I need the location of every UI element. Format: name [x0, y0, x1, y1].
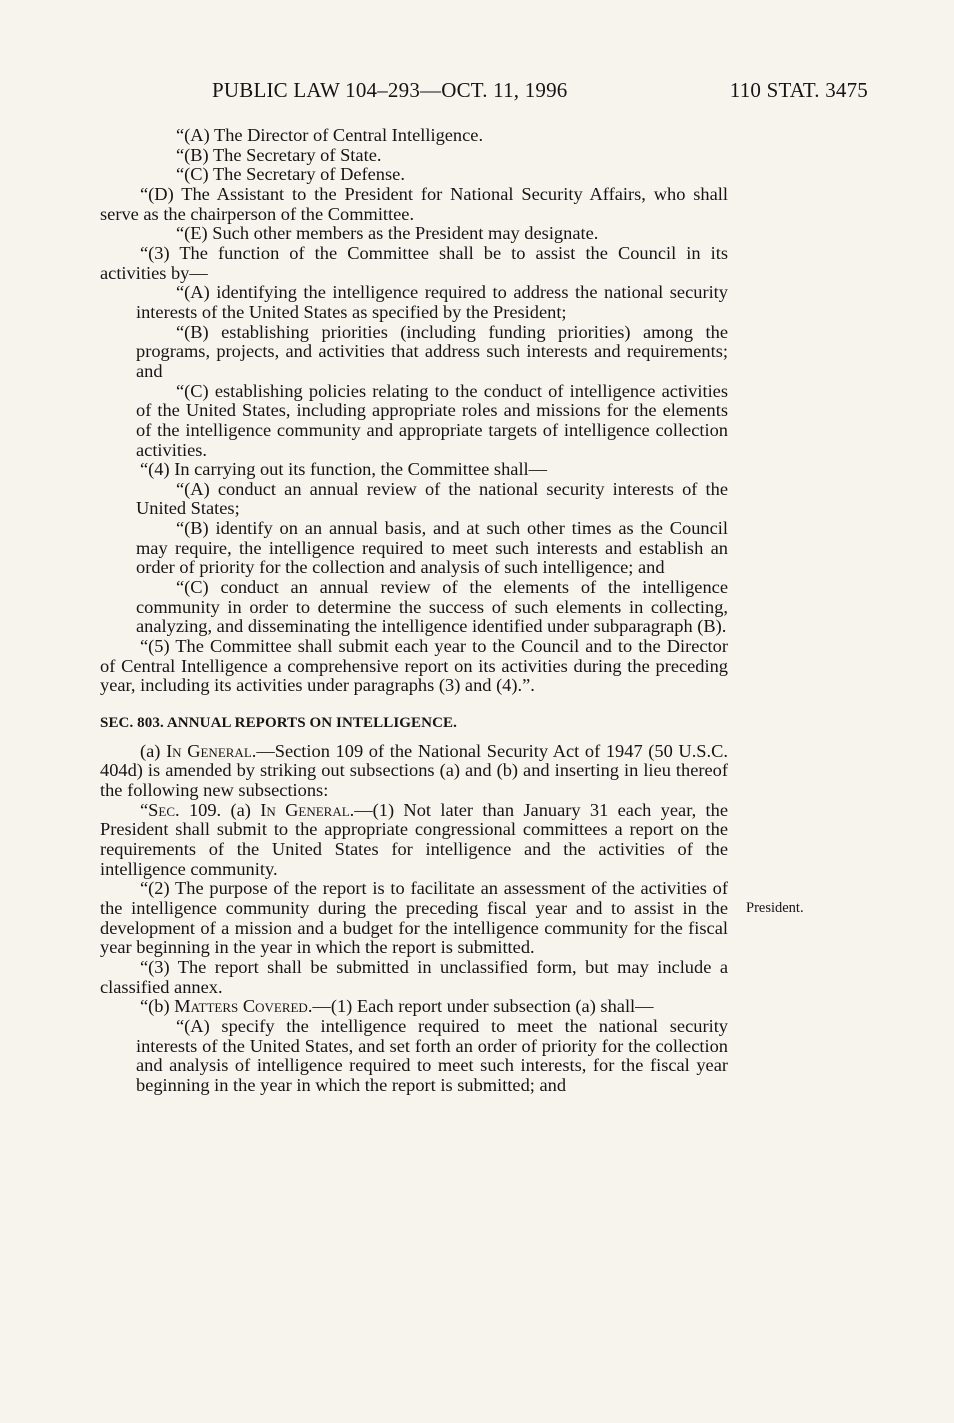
statute-page-number: 110 STAT. 3475: [729, 78, 868, 102]
paragraph-member-b: “(B) The Secretary of State.: [176, 144, 382, 165]
subsection-a-text: .—Section 109 of the National Security Act of 1947 (50 U.S.C. 404d) is amended by striking out subsections (a) and (b) and inserting in lieu thereof the following new subsections:: [100, 740, 728, 800]
page-header: [212, 78, 868, 110]
section-109-lead-quote: “: [140, 799, 149, 820]
paragraph-carrying-out-c: “(C) conduct an annual review of the elements of the intelligence community in order to determine the success of such elements in collecting, analyzing, and disseminating the intelligence identified under subparagraph (B).: [136, 577, 728, 637]
paragraph-carrying-out-b: “(B) identify on an annual basis, and at such other times as the Council may require, the intelligence required to meet such interests and establish an order of priority for the collection and analysis of such intelligence; and: [136, 518, 728, 578]
section-109-b-matters-covered: [100, 997, 728, 1017]
section-109-form: “(3) The report shall be submitted in unclassified form, but may include a classified annex.: [100, 956, 728, 997]
section-109-purpose: “(2) The purpose of the report is to facilitate an assessment of the activities of the intelligence community during the preceding fiscal year and to assist in the development of a mission and a budget for the intelligence community for the fiscal year beginning in the year in which the report is submitted.: [100, 878, 728, 958]
margin-note: President.: [746, 900, 804, 916]
section-109-b-text: .—(1) Each report under subsection (a) shall—: [307, 996, 654, 1017]
section-109-number: . 109. (a): [175, 799, 261, 820]
section-109-b-caption: Matters Covered: [174, 996, 308, 1017]
section-heading: SEC. 803. ANNUAL REPORTS ON INTELLIGENCE.: [100, 715, 457, 732]
law-text: [100, 126, 728, 1096]
paragraph-function-b: “(B) establishing priorities (including funding priorities) among the programs, projects, and activities that address such interests and requirements; and: [136, 321, 728, 381]
paragraph-member-c: “(C) The Secretary of Defense.: [176, 164, 405, 185]
subsection-a-label: (a): [140, 740, 167, 761]
subsection-a-in-general: [100, 742, 728, 801]
subsection-a-caption: In General: [166, 740, 252, 761]
paragraph-member-d: “(D) The Assistant to the President for National Security Affairs, who shall serve as the chairperson of the Committee.: [100, 183, 728, 224]
paragraph-member-a: “(A) The Director of Central Intelligence.: [176, 125, 484, 145]
running-title: PUBLIC LAW 104–293—OCT. 11, 1996: [212, 78, 568, 102]
section-109-caption: In General: [260, 799, 350, 820]
section-109-b-label: “(b): [140, 996, 175, 1017]
section-109-sec: Sec: [148, 799, 176, 820]
paragraph-carrying-out: “(4) In carrying out its function, the Committee shall—: [140, 459, 548, 480]
section-109-text: .—(1) Not later than January 31 each year, the President shall submit to the appropriate congressional committees a report on the requirements of the United States for intelligence and the activities of the intelligence community.: [100, 799, 728, 879]
paragraph-report: “(5) The Committee shall submit each year to the Council and to the Director of Central Intelligence a comprehensive report on its activities during the preceding year, including its activities under paragraphs (3) and (4).”.: [100, 636, 728, 696]
section-109-b-a: “(A) specify the intelligence required to meet the national security interests of the United States, and set forth an order of priority for the collection and analysis of intelligence required to meet such interests, for the fiscal year beginning in the year in which the report is submitted; and: [136, 1015, 728, 1095]
paragraph-member-e: “(E) Such other members as the President may designate.: [176, 223, 599, 244]
paragraph-function-a: “(A) identifying the intelligence required to address the national security interests of the United States as specified by the President;: [136, 282, 728, 322]
section-109-a: [100, 801, 728, 880]
paragraph-carrying-out-a: “(A) conduct an annual review of the national security interests of the United States;: [136, 478, 728, 519]
paragraph-function-c: “(C) establishing policies relating to the conduct of intelligence activities of the United States, including appropriate roles and missions for the elements of the intelligence community and appropriate targets of intelligence collection activities.: [136, 380, 728, 460]
paragraph-function: “(3) The function of the Committee shall be to assist the Council in its activities by—: [100, 242, 728, 283]
